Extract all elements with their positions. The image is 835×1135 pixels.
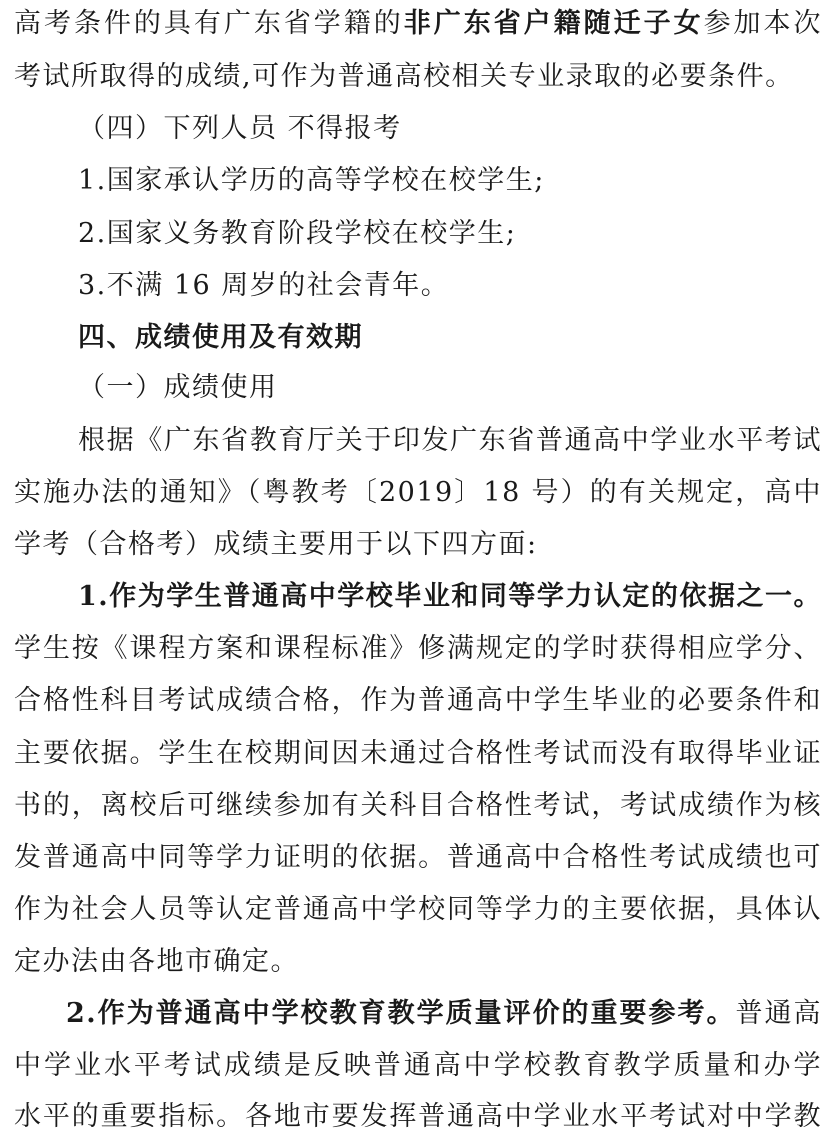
bold-text-segment: 2.作为普通高中学校教育教学质量评价的重要参考。 xyxy=(66,998,736,1029)
paragraph-line: 学考（合格考）成绩主要用于以下四方面: xyxy=(14,529,538,560)
paragraph-line: 合格性科目考试成绩合格，作为普通高中学生毕业的必要条件和 xyxy=(14,685,822,716)
paragraph-line: 书的，离校后可继续参加有关科目合格性考试，考试成绩作为核 xyxy=(14,790,822,821)
paragraph-line: 根据《广东省教育厅关于印发广东省普通高中学业水平考试 xyxy=(78,425,822,456)
list-item-2: 2.国家义务教育阶段学校在校学生; xyxy=(78,218,517,249)
paragraph-line: 定办法由各地市确定。 xyxy=(14,946,299,977)
paragraph-line: 发普通高中同等学力证明的依据。普通高中合格性考试成绩也可 xyxy=(14,842,822,873)
list-item-1: 1.国家承认学历的高等学校在校学生; xyxy=(78,165,545,196)
paragraph-line-2: 考试所取得的成绩,可作为普通高校相关专业录取的必要条件。 xyxy=(14,61,794,92)
paragraph-line: 主要依据。学生在校期间因未通过合格性考试而没有取得毕业证 xyxy=(14,738,822,769)
paragraph-line: 中学业水平考试成绩是反映普通高中学校教育教学质量和办学 xyxy=(14,1050,822,1081)
point-heading-1: 1.作为学生普通高中学校毕业和同等学力认定的依据之一。 xyxy=(78,581,822,612)
point-heading-2 xyxy=(66,996,822,1032)
text-segment: 高考条件的具有广东省学籍的 xyxy=(14,8,404,39)
text-segment: 普通高 xyxy=(735,998,822,1029)
text-segment: 参加本次 xyxy=(703,8,822,39)
section-heading-4: 四、成绩使用及有效期 xyxy=(78,322,363,353)
section-subheading-4: （四）下列人员 不得报考 xyxy=(78,113,402,144)
paragraph-line: 水平的重要指标。各地市要发挥普通高中学业水平考试对中学教 xyxy=(14,1101,822,1132)
list-item-3: 3.不满 16 周岁的社会青年。 xyxy=(78,270,450,301)
bold-text-segment: 非广东省户籍随迁子女 xyxy=(403,8,704,39)
paragraph-line: 实施办法的通知》（粤教考〔2019〕18 号）的有关规定，高中 xyxy=(14,477,822,508)
paragraph-line-1 xyxy=(14,6,822,42)
paragraph-line: 作为社会人员等认定普通高中学校同等学力的主要依据，具体认 xyxy=(14,894,822,925)
section-subheading-1: （一）成绩使用 xyxy=(78,372,278,403)
paragraph-line: 学生按《课程方案和课程标准》修满规定的学时获得相应学分、 xyxy=(14,633,822,664)
